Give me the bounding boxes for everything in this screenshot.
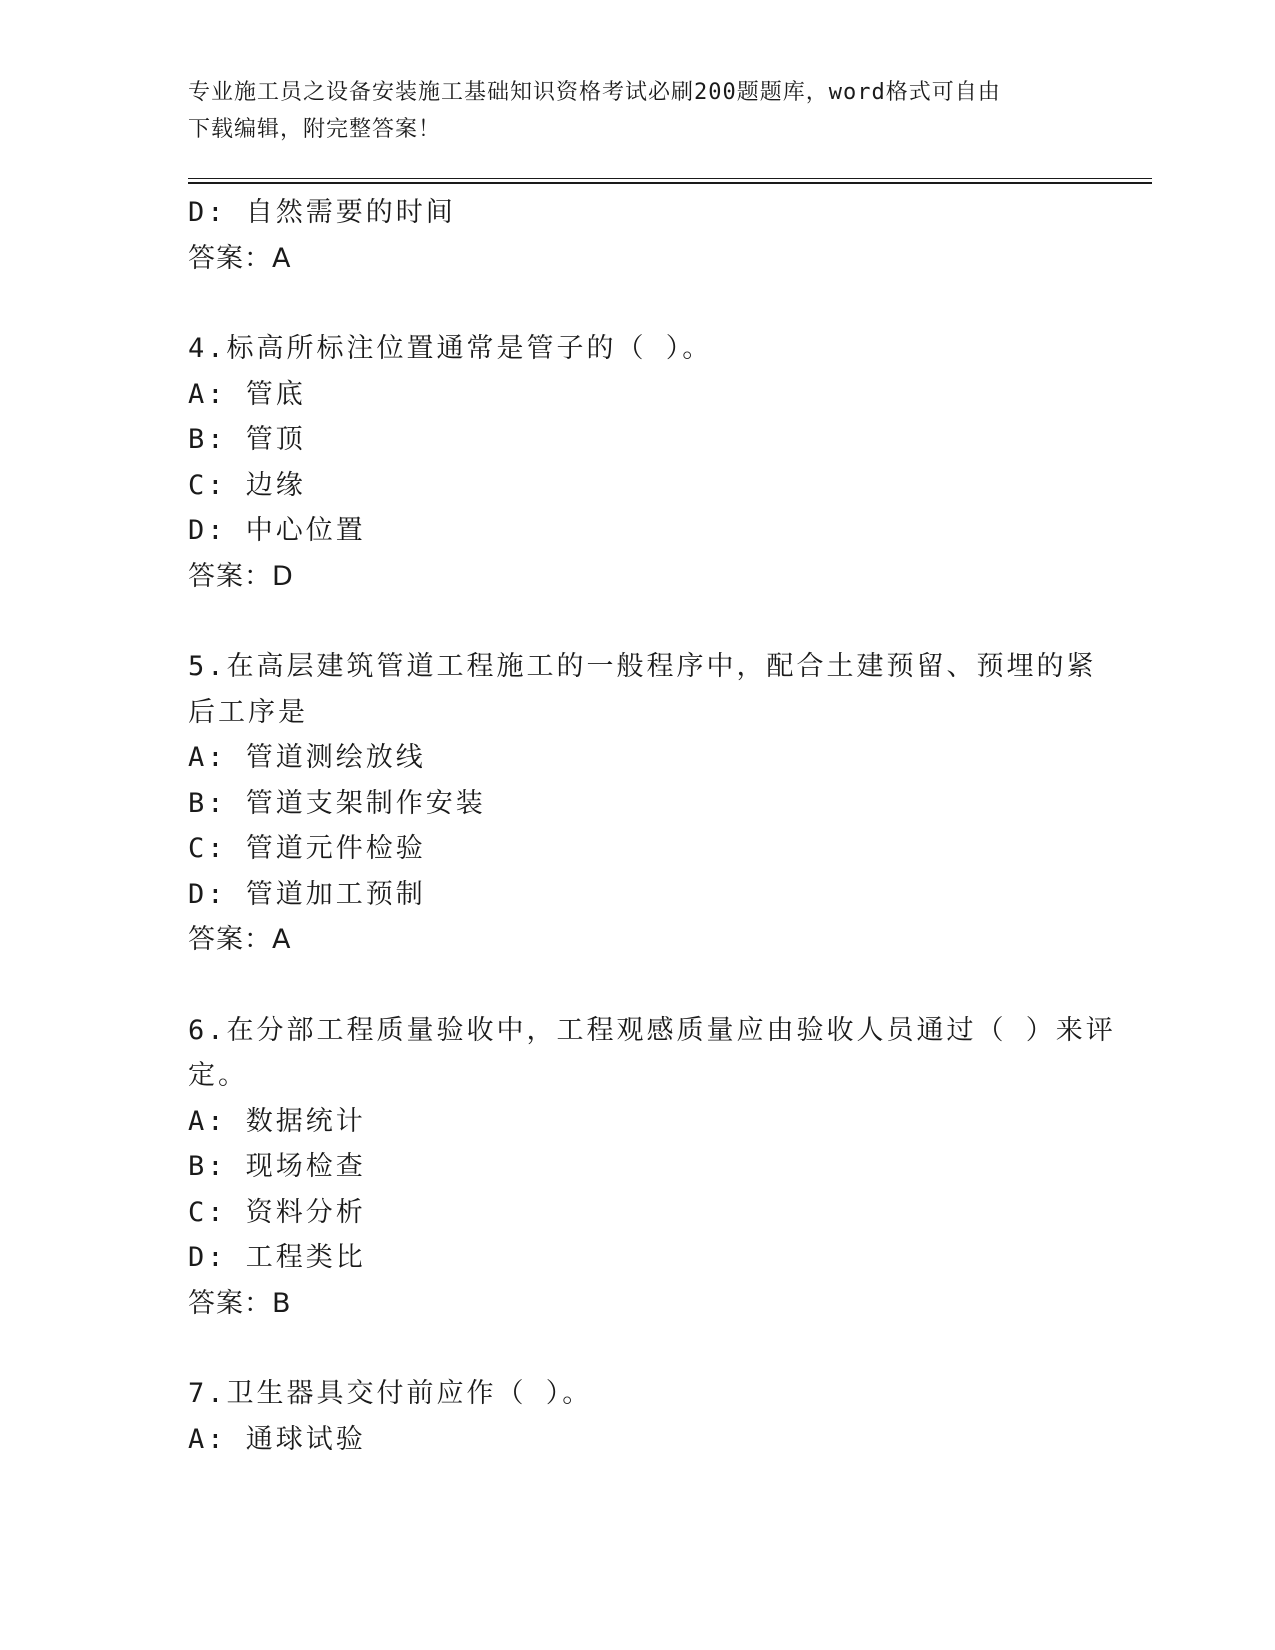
option-a: A: 数据统计 xyxy=(188,1105,366,1137)
option-d: D: 管道加工预制 xyxy=(188,878,426,910)
header-line-1: 专业施工员之设备安装施工基础知识资格考试必刷200题题库，word格式可自由 xyxy=(188,80,1001,105)
option-d: D: 工程类比 xyxy=(188,1242,366,1273)
answer-line: 答案：A xyxy=(188,924,292,955)
question-title: 4.标高所标注位置通常是管子的（ ）。 xyxy=(188,333,713,364)
header-line-2: 下载编辑，附完整答案！ xyxy=(188,117,442,142)
question-title: 5.在高层建筑管道工程施工的一般程序中，配合土建预留、预埋的紧 xyxy=(188,651,1097,682)
option-b: B: 现场检查 xyxy=(188,1151,366,1182)
option-d: D: 自然需要的时间 xyxy=(188,197,456,228)
header-divider-thick xyxy=(188,182,1152,184)
question-title: 6.在分部工程质量验收中，工程观感质量应由验收人员通过（ ）来评 xyxy=(188,1014,1116,1046)
option-d: D: 中心位置 xyxy=(188,515,366,546)
question-title-continued: 后工序是 xyxy=(188,696,308,728)
option-b: B: 管道支架制作安装 xyxy=(188,787,486,819)
question-title-continued: 定。 xyxy=(188,1060,248,1091)
answer-line: 答案：A xyxy=(188,242,292,274)
option-c: C: 资料分析 xyxy=(188,1196,366,1228)
question-title: 7.卫生器具交付前应作（ ）。 xyxy=(188,1378,593,1409)
option-a: A: 管底 xyxy=(188,378,306,410)
header-divider-thin xyxy=(188,178,1152,179)
question-content xyxy=(188,190,1116,1462)
answer-line: 答案：B xyxy=(188,1287,292,1319)
document-header xyxy=(188,74,1088,148)
answer-line: 答案：D xyxy=(188,560,294,592)
option-c: C: 管道元件检验 xyxy=(188,833,426,864)
option-b: B: 管顶 xyxy=(188,424,306,455)
option-c: C: 边缘 xyxy=(188,469,306,501)
option-a: A: 通球试验 xyxy=(188,1423,366,1455)
option-a: A: 管道测绘放线 xyxy=(188,742,426,773)
